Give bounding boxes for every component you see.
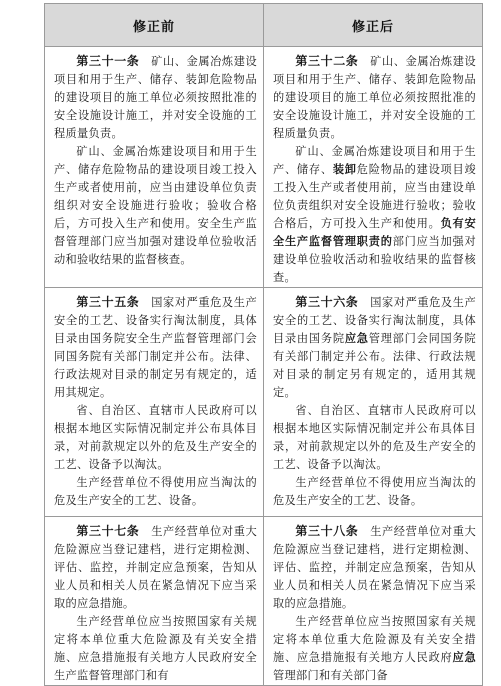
article-text: 矿山、金属冶炼建设项目和用于生产、储存、装卸危险物品的建设项目的施工单位必须按照批准的安全设施设计施工，并对安全设施的工程质量负责。 (54, 55, 257, 140)
article-title: 第三十八条 (295, 524, 359, 538)
article-title: 第三十六条 (295, 295, 359, 309)
header-after: 修正后 (264, 4, 483, 47)
paragraph (273, 613, 476, 685)
text-run: 国家对严重危及生产安全的工艺、设备实行淘汰制度，具体目录由国务院 (273, 296, 476, 345)
paragraph (273, 143, 476, 287)
text-run: 部门应当加强对建设单位验收活动和验收结果的监督核查。 (273, 235, 476, 284)
article-text: 生产经营单位对重大危险源应当登记建档，进行定期检测、评估、监控，并制定应急预案，告知从业人员和相关人员在紧急情况下应当采取的应急措施。 (273, 525, 476, 610)
article-title: 第三十一条 (76, 54, 140, 68)
table-row (45, 47, 483, 288)
text-run: 管理部门会同国务院有关部门制定并公布。法律、行政法规对目录的制定另有规定的，适用其规定。 (273, 332, 476, 399)
table-row (45, 288, 483, 517)
cell-before (45, 517, 264, 686)
cell-after (264, 47, 483, 288)
cell-before (45, 47, 264, 288)
highlight-text: 应急 (344, 332, 369, 345)
article-text: 生产经营单位对重大危险源应当登记建档，进行定期检测、评估、监控，并制定应急预案，告知从业人员和相关人员在紧急情况下应当采取的应急措施。 (54, 525, 257, 610)
text-run: 管理部门和有关部门备 (273, 669, 388, 682)
cell-before (45, 288, 264, 517)
paragraph (273, 293, 476, 402)
article-title: 第三十二条 (295, 54, 359, 68)
text-run: 危险物品的建设项目竣工投入生产或者使用前，应当由建设单位负责组织对安全设施进行验收；验收合格后，方可投入生产和使用。 (273, 163, 476, 230)
paragraph (54, 522, 257, 613)
paragraph: 生产经营单位不得使用应当淘汰的危及生产安全的工艺、设备。 (54, 476, 257, 507)
article-text: 国家对严重危及生产安全的工艺、设备实行淘汰制度，具体目录由国务院安全生产监督管理部门会同国务院有关部门制定并公布。法律、行政法规对目录的制定另有规定的，适用其规定。 (54, 296, 257, 399)
paragraph: 生产经营单位应当按照国家有关规定将本单位重大危险源及有关安全措施、应急措施报有关地方人民政府安全生产监督管理部门和有 (54, 615, 257, 682)
article-text: 矿山、金属冶炼建设项目和用于生产、储存、装卸危险物品的建设项目的施工单位必须按照批准的安全设施设计施工，并对安全设施的工程质量负责。 (273, 55, 476, 140)
table-row (45, 517, 483, 686)
article-title: 第三十五条 (76, 295, 140, 309)
highlight-text: 负有安全生产监督管理职责的 (273, 217, 477, 248)
paragraph: 矿山、金属冶炼建设项目和用于生产、储存危险物品的建设项目竣工投入生产或者使用前，应当由建设单位负责组织对安全设施进行验收；验收合格后，方可投入生产和使用。安全生产监督管理部门应当加强对建设单位验收活动和验收结果的监督核查。 (54, 145, 257, 266)
paragraph (273, 52, 476, 143)
paragraph: 省、自治区、直辖市人民政府可以根据本地区实际情况制定并公布具体目录，对前款规定以外的危及生产安全的工艺、设备予以淘汰。 (54, 404, 257, 471)
cell-after (264, 517, 483, 686)
cell-after (264, 288, 483, 517)
paragraph (54, 293, 257, 402)
table-header-row (45, 4, 483, 47)
header-before: 修正前 (45, 4, 264, 47)
article-title: 第三十七条 (76, 524, 140, 538)
paragraph (273, 522, 476, 613)
paragraph: 省、自治区、直辖市人民政府可以根据本地区实际情况制定并公布具体目录，对前款规定以外的危及生产安全的工艺、设备予以淘汰。 (273, 404, 476, 471)
highlight-text: 应急 (452, 651, 476, 664)
highlight-text: 装卸 (332, 163, 357, 176)
comparison-table (44, 3, 483, 686)
paragraph: 生产经营单位不得使用应当淘汰的危及生产安全的工艺、设备。 (273, 476, 476, 507)
text-run: 矿山、金属冶炼建设项目和用于生产、储存、 (273, 145, 476, 176)
paragraph (54, 52, 257, 143)
text-run: 生产经营单位应当按照国家有关规定将本单位重大危险源及有关安全措施、应急措施报有关地方人民政府 (273, 615, 476, 664)
